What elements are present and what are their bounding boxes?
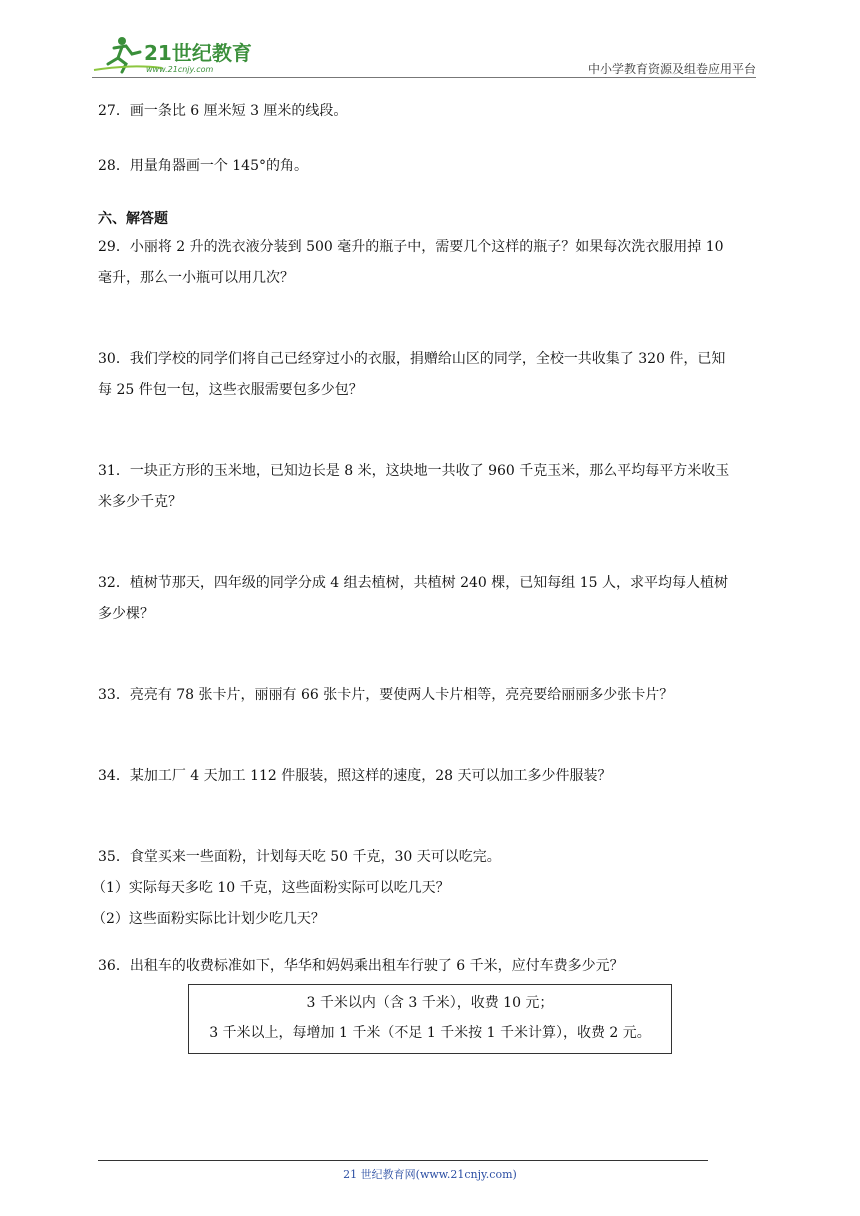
section-title: 六、解答题 (98, 211, 168, 227)
question-27: 27．画一条比 6 厘米短 3 厘米的线段。 (98, 103, 348, 119)
fee-rule-2: 3 千米以上，每增加 1 千米（不足 1 千米按 1 千米计算），收费 2 元。 (209, 1025, 651, 1041)
question-33: 33．亮亮有 78 张卡片，丽丽有 66 张卡片，要使两人卡片相等，亮亮要给丽丽多少张卡片？ (98, 687, 674, 703)
question-35-sub1: （1）实际每天多吃 10 千克，这些面粉实际可以吃几天？ (92, 880, 450, 896)
footer-divider (98, 1160, 708, 1161)
footer-link[interactable]: 21 世纪教育网(www.21cnjy.com) (343, 1168, 517, 1181)
fee-rule-1: 3 千米以内（含 3 千米），收费 10 元； (306, 995, 554, 1011)
logo-url: www.21cnjy.com (146, 65, 214, 74)
question-32-line2: 多少棵？ (98, 606, 154, 622)
question-35: 35．食堂买来一些面粉，计划每天吃 50 千克，30 天可以吃完。 (98, 849, 501, 865)
logo (92, 34, 262, 78)
logo-title: 21世纪教育 (144, 41, 252, 65)
header-divider (92, 77, 756, 78)
question-31-line1: 31．一块正方形的玉米地，已知边长是 8 米，这块地一共收了 960 千克玉米，那么平均每平方米收玉 (98, 463, 730, 479)
question-30-line2: 每 25 件包一包，这些衣服需要包多少包？ (98, 382, 363, 398)
document-body (92, 96, 762, 1054)
question-29-line2: 毫升，那么一小瓶可以用几次？ (98, 270, 294, 286)
question-35-sub2: （2）这些面粉实际比计划少吃几天？ (92, 911, 325, 927)
question-31-line2: 米多少千克？ (98, 494, 182, 510)
question-34: 34．某加工厂 4 天加工 112 件服装，照这样的速度，28 天可以加工多少件服装？ (98, 768, 612, 784)
question-32-line1: 32．植树节那天，四年级的同学分成 4 组去植树，共植树 240 棵，已知每组 15 人，求平均每人植树 (98, 575, 728, 591)
question-36: 36．出租车的收费标准如下，华华和妈妈乘出租车行驶了 6 千米，应付车费多少元？ (98, 958, 624, 974)
platform-name: 中小学教育资源及组卷应用平台 (587, 62, 756, 76)
question-28: 28．用量角器画一个 145°的角。 (98, 158, 308, 174)
fee-table (188, 984, 672, 1054)
question-29-line1: 29．小丽将 2 升的洗衣液分装到 500 毫升的瓶子中，需要几个这样的瓶子？如果每次洗衣服用掉 10 (98, 239, 724, 255)
page-header (92, 32, 756, 80)
question-30-line1: 30．我们学校的同学们将自己已经穿过小的衣服，捐赠给山区的同学，全校一共收集了 320 件，已知 (98, 351, 726, 367)
